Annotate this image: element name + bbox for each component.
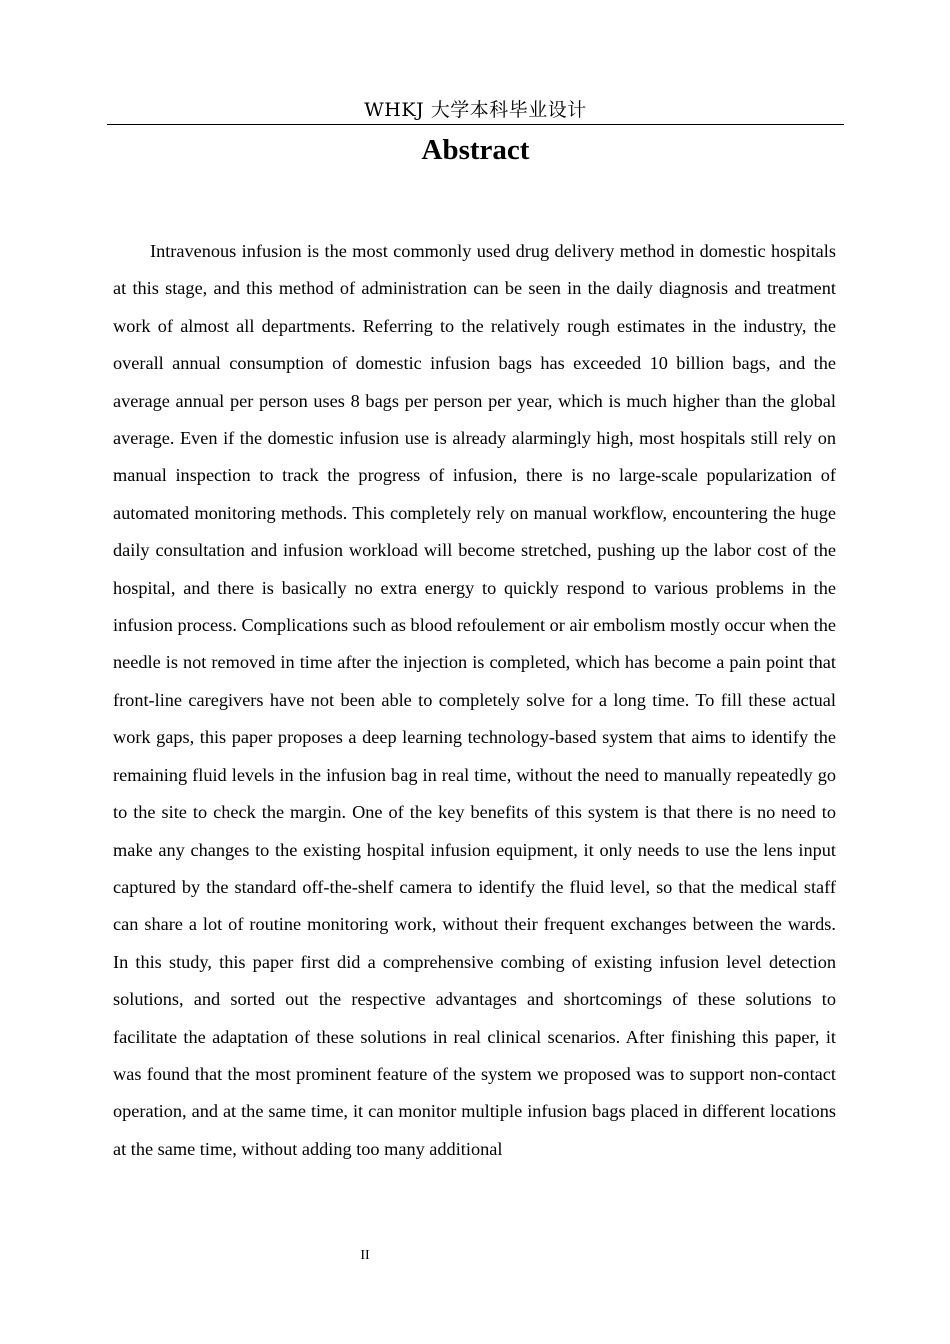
page-number: II: [360, 1248, 370, 1263]
running-header: WHKJ 大学本科毕业设计: [107, 96, 844, 125]
abstract-paragraph: Intravenous infusion is the most commonly used drug delivery method in domestic hospitals at this stage, and this method of administration can be seen in the daily diagnosis and treatment work of almost all departments. Referring to the relatively rough estimates in the industry, the overall annual consumption of domestic infusion bags has exceeded 10 billion bags, and the average annual per person uses 8 bags per person per year, which is much higher than the global average. Even if the domestic infusion use is already alarmingly high, most hospitals still rely on manual inspection to track the progress of infusion, there is no large-scale popularization of automated monitoring methods. This completely rely on manual workflow, encountering the huge daily consultation and infusion workload will become stretched, pushing up the labor cost of the hospital, and there is basically no extra energy to quickly respond to various problems in the infusion process. Complications such as blood refoulement or air embolism mostly occur when the needle is not removed in time after the injection is completed, which has become a pain point that front-line caregivers have not been able to completely solve for a long time. To fill these actual work gaps, this paper proposes a deep learning technology-based system that aims to identify the remaining fluid levels in the infusion bag in real time, without the need to manually repeatedly go to the site to check the margin. One of the key benefits of this system is that there is no need to make any changes to the existing hospital infusion equipment, it only needs to use the lens input captured by the standard off-the-shelf camera to identify the fluid level, so that the medical staff can share a lot of routine monitoring work, without their frequent exchanges between the wards. In this study, this paper first did a comprehensive combing of existing infusion level detection solutions, and sorted out the respective advantages and shortcomings of these solutions to facilitate the adaptation of these solutions in real clinical scenarios. After finishing this paper, it was found that the most prominent feature of the system we proposed was to support non-contact operation, and at the same time, it can monitor multiple infusion bags placed in different locations at the same time, without adding too many additional: [113, 241, 836, 1159]
page-title: Abstract: [421, 134, 530, 166]
